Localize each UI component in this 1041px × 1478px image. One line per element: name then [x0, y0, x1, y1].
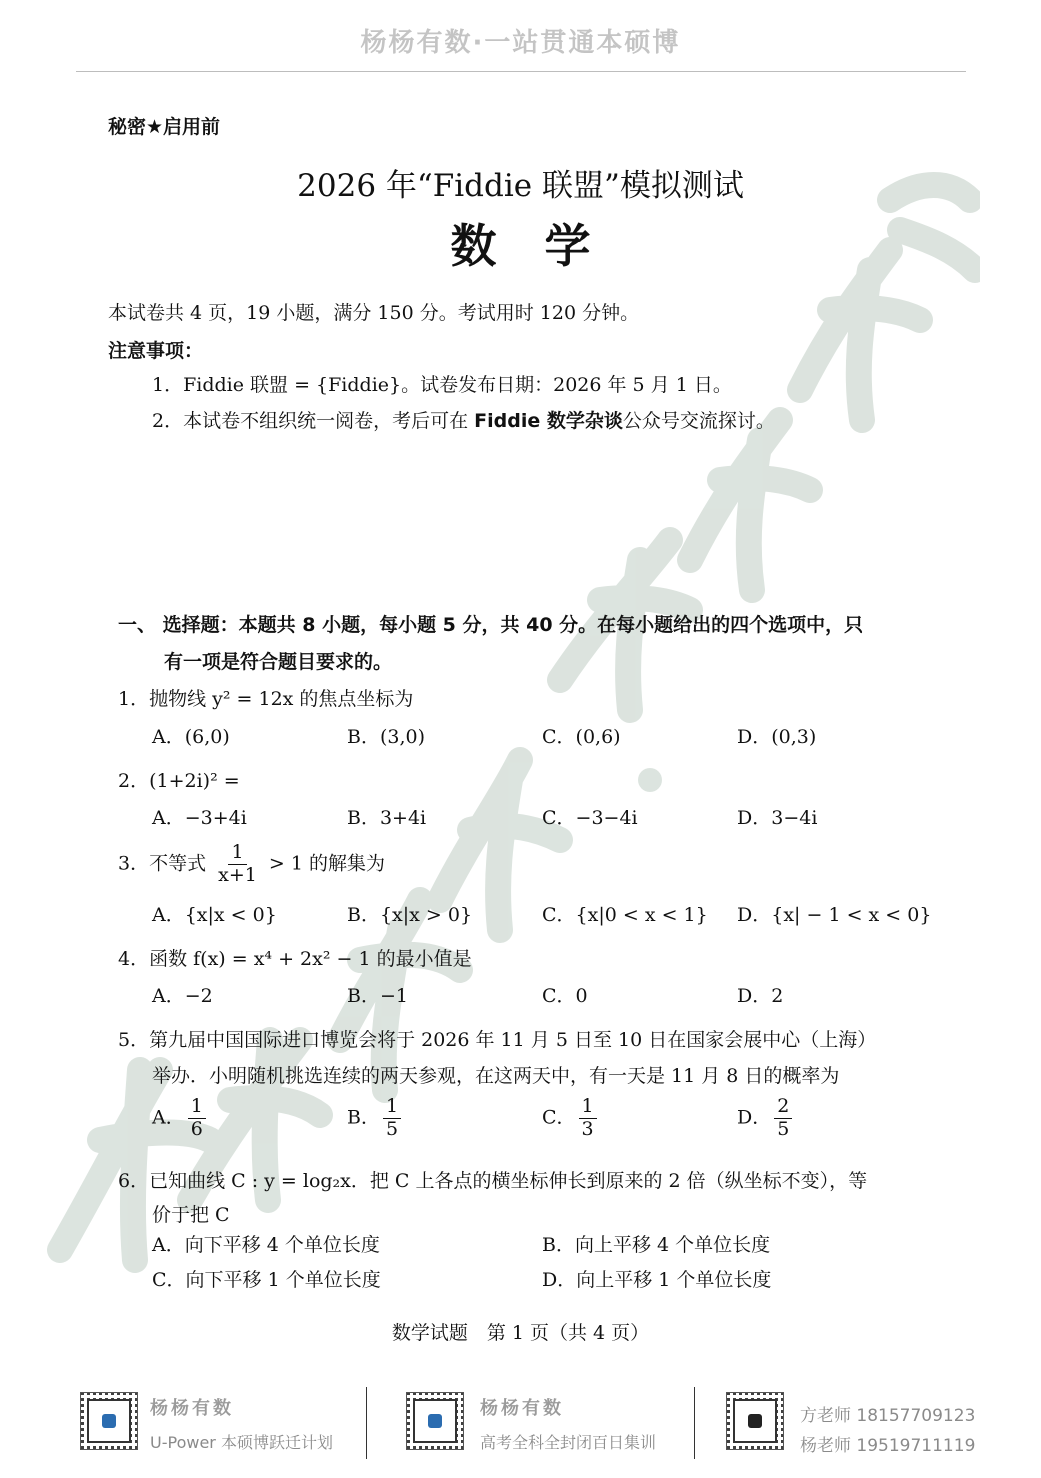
q2-option-a: A．−3+4i: [152, 807, 247, 829]
footer-tagline-1: U-Power 本硕博跃迁计划: [150, 1433, 333, 1452]
q1-option-c: C．(0,6): [542, 726, 621, 748]
qr-code-2: [406, 1392, 464, 1450]
notice-title: 注意事项：: [108, 340, 204, 362]
q3-fraction-denominator: x+1: [218, 863, 257, 886]
section-heading-line1: 一、 选择题：本题共 8 小题，每小题 5 分，共 40 分。在每小题给出的四个选项中，只: [118, 614, 864, 636]
q3-stem-post: > 1 的解集为: [268, 852, 386, 875]
q5-option-c-fraction: [579, 1096, 597, 1141]
question-6-line2: 价于把 C: [152, 1204, 230, 1226]
q4-option-b: B．−1: [347, 985, 408, 1007]
confidential-label: 秘密★启用前: [108, 116, 221, 138]
q5-a-numerator: 1: [188, 1096, 206, 1119]
footer-divider-2: [694, 1387, 695, 1459]
q5-b-numerator: 1: [383, 1096, 401, 1119]
q5-d-denominator: 5: [777, 1117, 790, 1140]
q3-fraction: [215, 842, 260, 887]
footer-brand-1: 杨杨有数: [150, 1398, 234, 1419]
footer-divider-1: [366, 1387, 367, 1459]
q6-option-a: A．向下平移 4 个单位长度: [152, 1234, 380, 1256]
q5-option-b-fraction: [383, 1096, 401, 1141]
question-3-stem: [118, 842, 385, 887]
q5-option-d-label: D．: [737, 1106, 772, 1129]
q5-option-c: [542, 1096, 600, 1141]
q5-option-a: [152, 1096, 209, 1141]
qr-code-3: [726, 1392, 784, 1450]
q5-c-denominator: 3: [581, 1117, 594, 1140]
notice2-account-name: Fiddie 数学杂谈: [474, 410, 623, 432]
q5-option-d-fraction: [774, 1096, 792, 1141]
q5-option-c-label: C．: [542, 1106, 576, 1129]
q6-option-b: B．向上平移 4 个单位长度: [542, 1234, 771, 1256]
question-1-stem: 1．抛物线 y² = 12x 的焦点坐标为: [118, 688, 414, 710]
q1-option-b: B．(3,0): [347, 726, 426, 748]
q3-option-b: B．{x|x > 0}: [347, 904, 473, 926]
q3-fraction-numerator: 1: [228, 842, 246, 865]
question-2-stem: 2．(1+2i)² =: [118, 770, 240, 792]
q5-d-numerator: 2: [774, 1096, 792, 1119]
q2-option-b: B．3+4i: [347, 807, 427, 829]
section-heading: [118, 607, 938, 681]
q5-option-b-label: B．: [347, 1106, 380, 1129]
question-4-stem: 4．函数 f(x) = x⁴ + 2x² − 1 的最小值是: [118, 948, 472, 970]
q2-option-d: D．3−4i: [737, 807, 818, 829]
footer-tagline-2: 高考全科全封闭百日集训: [480, 1433, 657, 1452]
q6-option-c: C．向下平移 1 个单位长度: [152, 1269, 381, 1291]
exam-title: 2026 年“Fiddie 联盟”模拟测试: [297, 168, 744, 204]
q5-option-a-fraction: [188, 1096, 206, 1141]
notice-item-1: 1．Fiddie 联盟 = {Fiddie}。试卷发布日期：2026 年 5 月 1 日。: [152, 374, 732, 396]
q1-option-a: A．(6,0): [152, 726, 230, 748]
footer-brand-2: 杨杨有数: [480, 1398, 564, 1419]
exam-info: 本试卷共 4 页，19 小题，满分 150 分。考试用时 120 分钟。: [108, 302, 640, 324]
q3-stem-pre: 3．不等式: [118, 852, 207, 875]
contact-teacher-yang: 杨老师 19519711119: [800, 1436, 976, 1456]
notice-item-2: [152, 406, 775, 433]
q5-option-d: [737, 1096, 795, 1141]
question-5-line1: 5．第九届中国国际进口博览会将于 2026 年 11 月 5 日至 10 日在国家会展中心（上海）: [118, 1029, 877, 1051]
q3-option-c: C．{x|0 < x < 1}: [542, 904, 708, 926]
notice2-text-c: 公众号交流探讨。: [622, 410, 775, 432]
q3-option-d: D．{x| − 1 < x < 0}: [737, 904, 932, 926]
exam-subject: 数学: [450, 219, 639, 273]
q5-option-b: [347, 1096, 404, 1141]
section-heading-line2: 有一项是符合题目要求的。: [164, 651, 393, 673]
q1-option-d: D．(0,3): [737, 726, 817, 748]
question-5-line2: 举办．小明随机挑选连续的两天参观，在这两天中，有一天是 11 月 8 日的概率为: [152, 1065, 840, 1087]
contact-teacher-fang: 方老师 18157709123: [800, 1406, 976, 1426]
question-6-line1: 6．已知曲线 C : y = log₂x．把 C 上各点的横坐标伸长到原来的 2 倍（纵坐标不变），等: [118, 1170, 868, 1192]
header-brand: 杨杨有数·一站贯通本硕博: [360, 28, 681, 58]
q4-option-c: C．0: [542, 985, 588, 1007]
q5-option-a-label: A．: [152, 1106, 185, 1129]
q4-option-d: D．2: [737, 985, 784, 1007]
qr-code-1: [80, 1392, 138, 1450]
notice2-text-a: 2．本试卷不组织统一阅卷，考后可在: [152, 410, 475, 432]
q5-b-denominator: 5: [385, 1117, 399, 1140]
q3-option-a: A．{x|x < 0}: [152, 904, 277, 926]
q4-option-a: A．−2: [152, 985, 213, 1007]
q5-c-numerator: 1: [579, 1096, 597, 1119]
header-divider: [76, 71, 966, 72]
page-footer: 数学试题 第 1 页（共 4 页）: [391, 1322, 650, 1344]
q5-a-denominator: 6: [190, 1117, 203, 1140]
q2-option-c: C．−3−4i: [542, 807, 638, 829]
q6-option-d: D．向上平移 1 个单位长度: [542, 1269, 772, 1291]
